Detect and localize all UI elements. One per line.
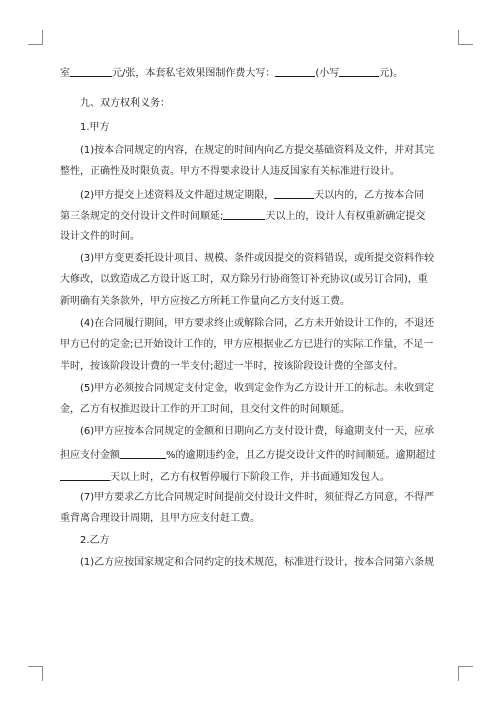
text-run: (6)甲方应按本合同规定的金额和日期向乙方支付设计费，每逾期支付一天，应承 <box>80 426 435 437</box>
para-line <box>60 166 400 178</box>
text-run: 2.乙方 <box>80 535 110 546</box>
fill-in-blank <box>70 66 112 77</box>
fill-in-blank <box>274 188 314 199</box>
crop-mark-top-right <box>458 30 473 45</box>
para-line <box>60 361 403 373</box>
text-run: 元)。 <box>379 68 404 79</box>
para-first-line <box>80 145 434 157</box>
text-run: (4)在合同履行期间，甲方要求终止或解除合同，乙方未开始设计工作的，不退还 <box>80 318 435 329</box>
section-heading <box>80 98 170 110</box>
para-first-line <box>80 253 434 265</box>
crop-mark-bottom-right <box>458 666 473 681</box>
text-run: 设计文件的时间。 <box>60 231 140 242</box>
fill-in-blank <box>275 66 315 77</box>
text-run: 半时，按该阶段设计费的一半支付;超过一半时，按该阶段设计费的全部支付。 <box>60 361 404 372</box>
text-run: 金，乙方有权推迟设计工作的开工时间，且交付文件的时间顺延。 <box>60 404 350 415</box>
para-line <box>60 296 350 308</box>
para-first-line <box>80 492 434 504</box>
text-run: 整性，正确性及时限负责。甲方不得要求设计人违反国家有关标准进行设计。 <box>60 166 400 177</box>
text-run: 第三条规定的交付设计文件时间顺延; <box>60 211 224 222</box>
para-first-line <box>80 188 424 200</box>
text-run: (1)按本合同规定的内容，在规定的时间内向乙方提交基础资料及文件，并对其完 <box>80 145 435 156</box>
fill-in-blank <box>223 209 265 220</box>
crop-mark-top-left <box>28 30 43 45</box>
para-line <box>60 513 260 525</box>
text-run: 新明确有关条款外，甲方应按乙方所耗工作量向乙方支付返工费。 <box>60 296 350 307</box>
text-run: (小写 <box>315 68 340 79</box>
text-run: 室 <box>60 68 70 79</box>
para-line <box>60 470 390 482</box>
crop-mark-bottom-left <box>28 666 43 681</box>
para-first-line <box>80 318 434 330</box>
text-run: (7)甲方要求乙方比合同规定时间提前交付设计文件时，须征得乙方同意，不得严 <box>80 492 435 503</box>
para-line <box>60 448 436 460</box>
text-run: 1.甲方 <box>80 122 110 133</box>
text-run: 天以上时，乙方有权暂停履行下阶段工作，并书面通知发包人。 <box>110 472 390 483</box>
para-line <box>60 209 425 221</box>
para-line <box>60 339 433 351</box>
text-run: 九、双方权利义务： <box>80 98 170 109</box>
text-run: (3)甲方变更委托设计项目、规模、条件或因提交的资料错误，或所提交资料作较 <box>80 253 435 264</box>
text-run: 甲方已付的定金;已开始设计工作的，甲方应根据业乙方已进行的实际工作量，不足一 <box>60 339 434 350</box>
text-run: 担应支付金额 <box>60 450 120 461</box>
sub-heading <box>80 535 110 547</box>
para-line <box>60 231 140 243</box>
sub-heading <box>80 122 110 134</box>
text-run: 重背离合理设计周期，且甲方应支付赶工费。 <box>60 513 260 524</box>
body-line <box>60 66 403 78</box>
para-line <box>60 404 350 416</box>
text-run: 天以上的，设计人有权重新确定提交 <box>265 211 426 222</box>
fill-in-blank <box>339 66 379 77</box>
fill-in-blank <box>120 448 166 459</box>
para-first-line <box>80 383 434 395</box>
text-run: (5)甲方必须按合同规定支付定金，收到定金作为乙方设计开工的标志。未收到定 <box>80 383 435 394</box>
fill-in-blank <box>60 470 110 481</box>
para-first-line <box>80 426 434 438</box>
text-run: 天以内的，乙方按本合同 <box>314 190 425 201</box>
text-run: %的逾期违约金，且乙方提交设计文件的时间顺延。逾期超过 <box>166 450 436 461</box>
text-run: (2)甲方提交上述资料及文件超过规定期限， <box>80 190 275 201</box>
text-run: 大修改，以致造成乙方设计返工时，双方除另行协商签订补充协议(或另订合同)，重 <box>60 274 428 285</box>
text-run: (1)乙方应按国家规定和合同约定的技术规范，标准进行设计，按本合同第六条规 <box>80 557 435 568</box>
para-first-line <box>80 557 434 569</box>
text-run: 元/张，本套私宅效果图制作费大写： <box>112 68 276 79</box>
para-line <box>60 274 428 286</box>
